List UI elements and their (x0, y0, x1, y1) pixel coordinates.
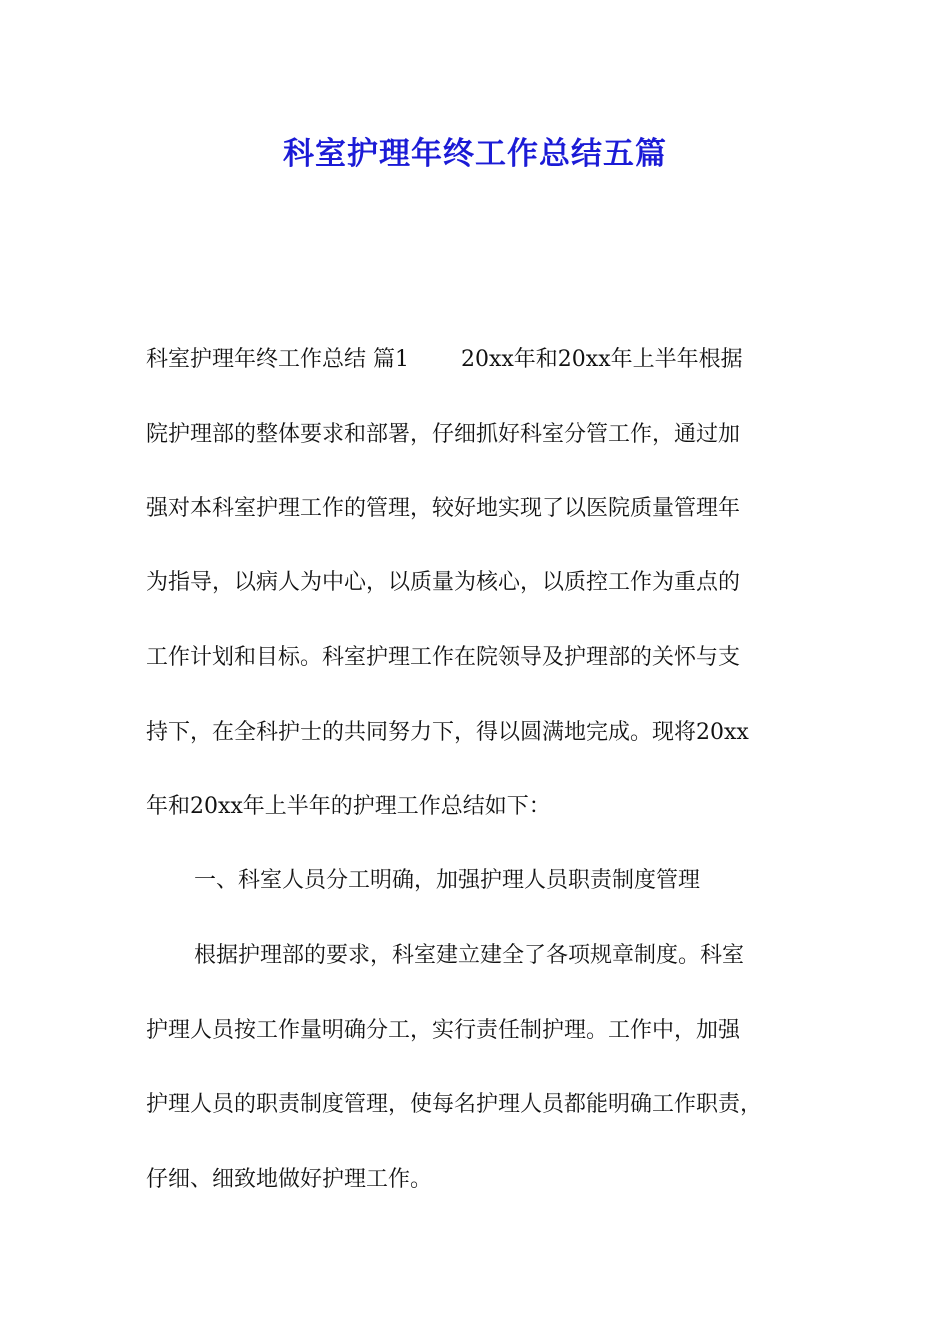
body-line-10: 护理人员按工作量明确分工，实行责任制护理。工作中，加强 (146, 1018, 741, 1043)
body-line-11: 护理人员的职责制度管理，使每名护理人员都能明确工作职责， (146, 1092, 763, 1117)
body-line-12: 仔细、细致地做好护理工作。 (146, 1167, 433, 1192)
body-line-3: 强对本科室护理工作的管理，较好地实现了以医院质量管理年 (146, 496, 741, 521)
document-title: 科室护理年终工作总结五篇 (283, 136, 667, 172)
section-heading: 科室护理年终工作总结 篇1 (146, 347, 409, 372)
body-line-1 (146, 345, 743, 375)
body-text: 20xx年和20xx年上半年根据 (461, 347, 743, 372)
body-line-6: 持下，在全科护士的共同努力下，得以圆满地完成。现将20xx (146, 720, 749, 745)
body-line-5: 工作计划和目标。科室护理工作在院领导及护理部的关怀与支 (146, 645, 741, 670)
body-line-9: 根据护理部的要求，科室建立建全了各项规章制度。科室 (194, 943, 745, 968)
body-line-4: 为指导，以病人为中心，以质量为核心，以质控工作为重点的 (146, 570, 741, 595)
subheading-1: 一、科室人员分工明确，加强护理人员职责制度管理 (194, 868, 701, 893)
body-line-2: 院护理部的整体要求和部署，仔细抓好科室分管工作，通过加 (146, 422, 741, 447)
body-line-7: 年和20xx年上半年的护理工作总结如下： (146, 794, 551, 819)
